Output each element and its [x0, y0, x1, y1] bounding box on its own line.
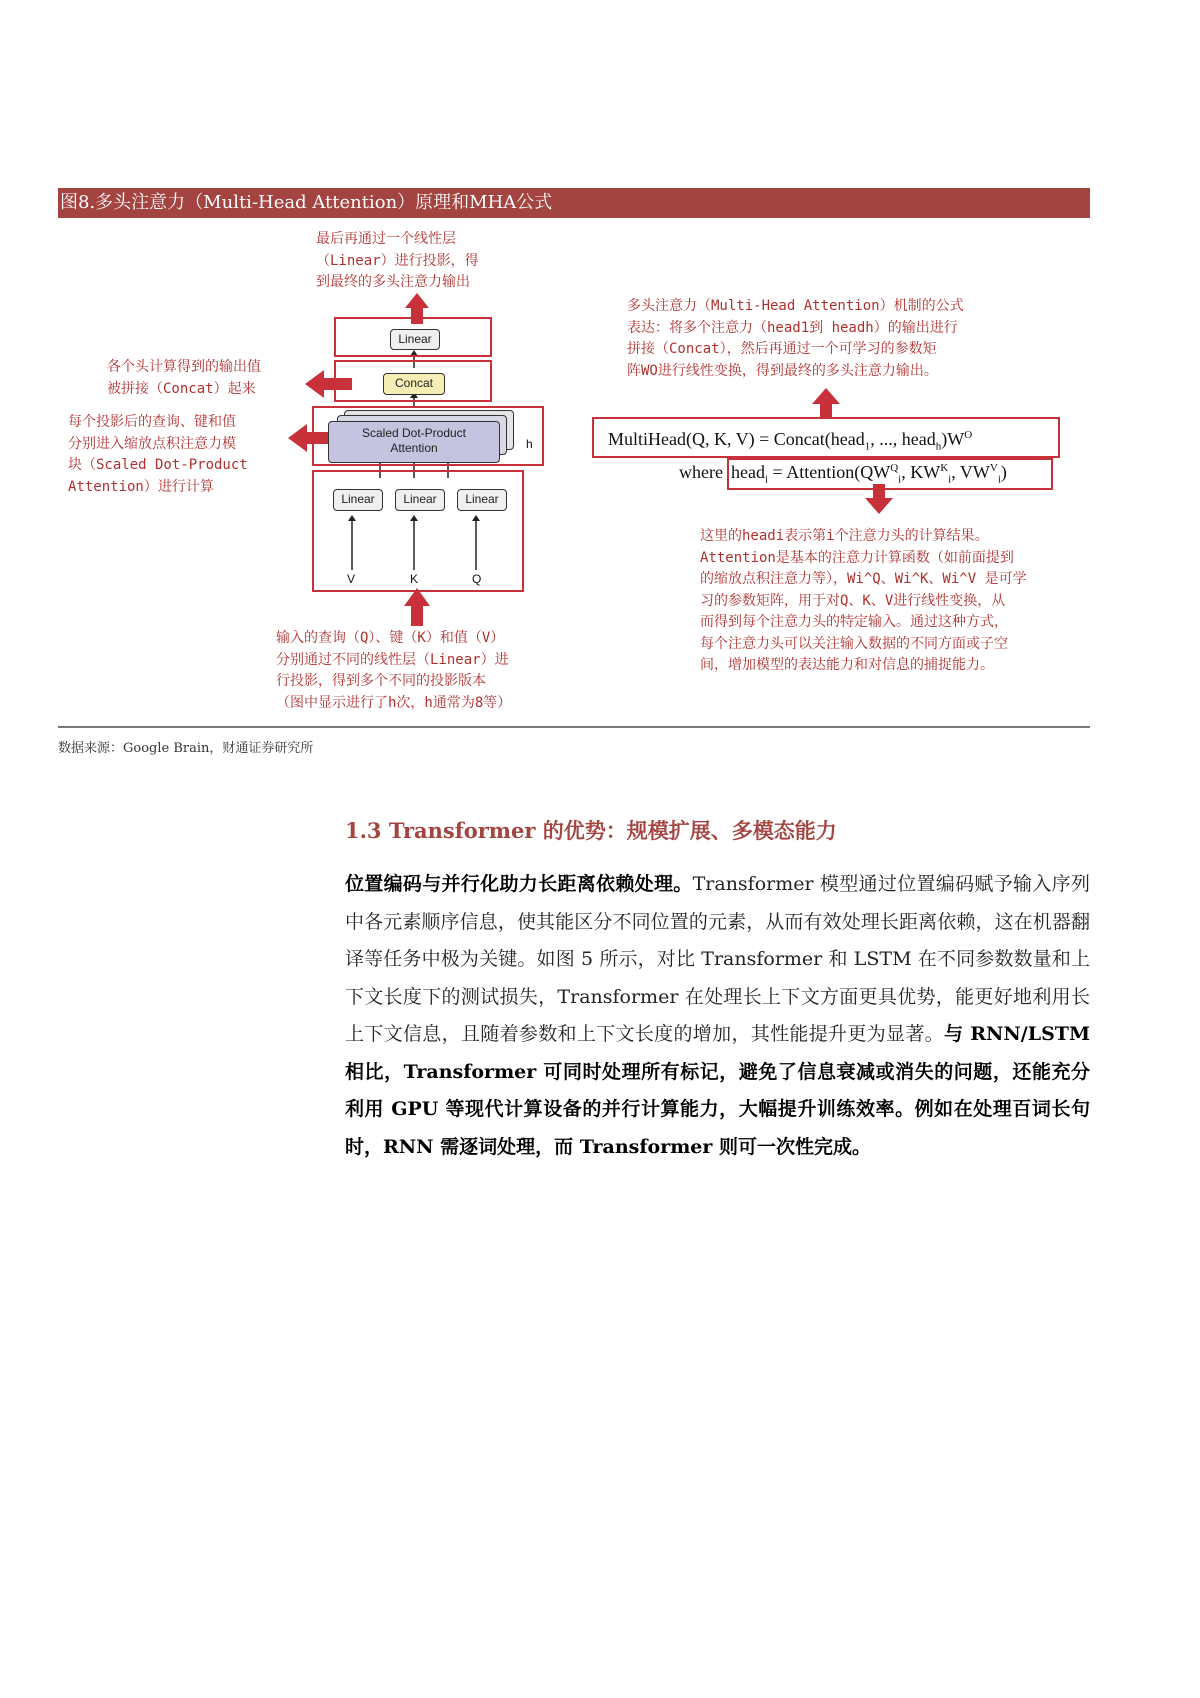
linear-v-box: Linear [333, 489, 383, 511]
concat-box: Concat [383, 373, 445, 395]
section-heading: 1.3 Transformer 的优势：规模扩展、多模态能力 [345, 818, 837, 843]
linear-q-box: Linear [457, 489, 507, 511]
input-k-label: K [410, 572, 419, 586]
annotation-final-linear: 最后再通过一个线性层 （Linear）进行投影，得 到最终的多头注意力输出 [316, 231, 479, 290]
annotation-sdpa: 每个投影后的查询、键和值 分别进入缩放点积注意力模 块（Scaled Dot-Product Attention）进行计算 [68, 414, 248, 495]
body-paragraph [345, 866, 1090, 1166]
lead-sentence: 位置编码与并行化助力长距离依赖处理。 [345, 873, 693, 895]
head-formula: head$_i$ = $Attention(QW^Q_i$, $KW^K_i$, $VW^V_i$) [731, 462, 1007, 486]
figure-title: 图8.多头注意力（Multi-Head Attention）原理和MHA公式 [60, 192, 553, 213]
sdpa-box [328, 421, 500, 463]
annotation-concat: 各个头计算得到的输出值 被拼接（Concat）起来 [107, 359, 261, 397]
linear-top-box: Linear [390, 329, 440, 350]
sdpa-label-line2: Attention [390, 441, 438, 455]
linear-k-box: Linear [395, 489, 445, 511]
bold-conclusion: 与 RNN/LSTM 相比，Transformer 可同时处理所有标记，避免了信息衰减或消失的问题，还能充分利用 GPU 等现代计算设备的并行计算能力，大幅提升训练效率。例如在处理百词长句时，RNN 需逐词处理，而 Transformer 则可一次性完成。 [345, 1023, 1090, 1158]
arrow-up-formula [812, 388, 840, 418]
where-label: where [679, 462, 723, 482]
input-q-label: Q [472, 572, 482, 586]
arrow-up-inputs [404, 588, 430, 626]
annotation-formula-bottom: 这里的headi表示第i个注意力头的计算结果。 Attention是基本的注意力计算函数（如前面提到 的缩放点积注意力等），Wi^Q、Wi^K、Wi^V 是可学 习的参数矩阵，用于对Q、K、V进行线性变换，从 而得到每个注意力头的特定输入。通过这种方式， 每个注意力头可以关注输入数据的不同方面或子空 间，增加模型的表达能力和对信息的捕捉能力。 [700, 528, 1027, 673]
body-text: Transformer 模型通过位置编码赋予输入序列中各元素顺序信息，使其能区分不同位置的元素，从而有效处理长距离依赖，这在机器翻译等任务中极为关键。如图 5 所示，对比 Transformer 和 LSTM 在不同参数数量和上下文长度下的测试损失，Transformer 在处理长上下文方面更具优势，能更好地利用长上下文信息，且随着参数和上下文长度的增加，其性能提升更为显著。 [345, 873, 1090, 1045]
figure-source: 数据来源：Google Brain，财通证券研究所 [58, 741, 314, 756]
input-v-label: V [347, 572, 356, 586]
annotation-formula-top: 多头注意力（Multi-Head Attention）机制的公式 表达：将多个注意力（head1到 headh）的输出进行 拼接（Concat），然后再通过一个可学习的参数矩 阵WO进行线性变换，得到最终的多头注意力输出。 [627, 298, 964, 379]
sdpa-label-line1: Scaled Dot-Product [361, 426, 467, 440]
multihead-formula: MultiHead(Q, K, V) = Concat(head$_1$, ..., $head_h)W^O$ [608, 429, 973, 453]
annotation-inputs: 输入的查询（Q）、键（K）和值（V） 分别通过不同的线性层（Linear）进 行投影，得到多个不同的投影版本 （图中显示进行了h次，h通常为8等） [276, 630, 512, 711]
h-label: h [526, 437, 533, 451]
source-divider [58, 726, 1090, 728]
